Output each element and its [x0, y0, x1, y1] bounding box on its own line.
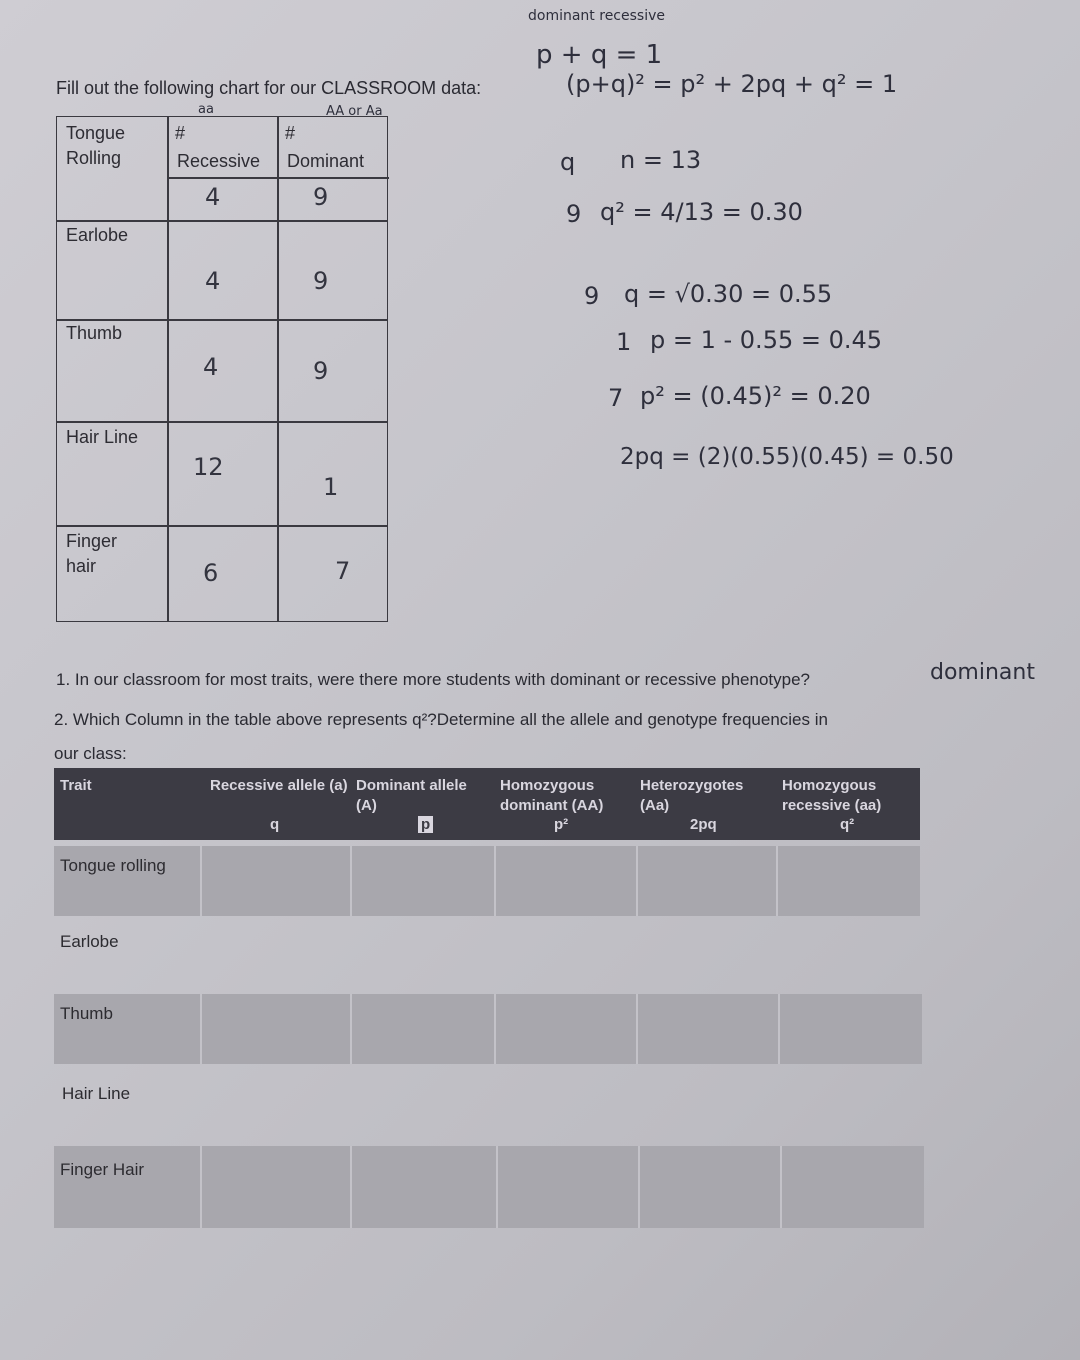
col-divider	[780, 1146, 782, 1228]
row-label-tongue-rolling: Tongue rolling	[60, 856, 166, 875]
handwritten-note-small: dominant recessive	[528, 8, 665, 24]
row-label-earlobe: Earlobe	[60, 932, 119, 951]
trait-thumb: Thumb	[66, 323, 123, 343]
col-divider	[494, 846, 496, 916]
table-row	[54, 994, 922, 1064]
symbol-2pq: 2pq	[690, 816, 717, 833]
header-trait-col: Trait	[60, 777, 92, 794]
table-divider	[167, 117, 169, 621]
table-divider	[57, 525, 387, 527]
earlobe-recessive-value: 4	[205, 267, 221, 295]
row-label-hair-line: Hair Line	[62, 1084, 131, 1103]
trait-hair-line: Hair Line	[66, 427, 139, 447]
trait-finger-hair: Finger hair	[66, 531, 118, 576]
tongue-dominant-value: 9	[313, 183, 329, 211]
symbol-p2: p²	[554, 816, 569, 833]
col-divider	[350, 846, 352, 916]
handwritten-list-c: 9	[584, 282, 600, 310]
header-recessive-hash: #	[175, 123, 186, 143]
table-row	[54, 1146, 924, 1228]
hairline-dominant-value: 1	[323, 473, 339, 501]
col-divider	[200, 994, 202, 1064]
col-divider	[776, 846, 778, 916]
thumb-dominant-value: 9	[313, 357, 329, 385]
instructions-text: Fill out the following chart for our CLASSROOM data:	[56, 78, 482, 98]
finger-dominant-value: 7	[335, 557, 351, 585]
frequency-table-header	[54, 768, 920, 840]
header-dominant-hash: #	[285, 123, 296, 143]
table-divider	[57, 220, 387, 222]
row-label-thumb: Thumb	[60, 1004, 113, 1023]
header-underline	[167, 177, 389, 179]
col-divider	[494, 994, 496, 1064]
table-row	[54, 922, 920, 992]
table-divider	[277, 117, 279, 621]
header-homozygous-recessive: Homozygous recessive (aa)	[782, 777, 882, 814]
finger-recessive-value: 6	[203, 559, 219, 587]
handwritten-equation-1: p + q = 1	[536, 40, 663, 70]
trait-earlobe: Earlobe	[66, 225, 129, 245]
handwritten-list-a: q	[560, 148, 576, 176]
table-row	[54, 846, 920, 916]
thumb-recessive-value: 4	[203, 353, 219, 381]
handwritten-calc-p2: p² = (0.45)² = 0.20	[640, 382, 871, 410]
header-heterozygotes: Heterozygotes (Aa)	[640, 777, 744, 814]
classroom-data-table	[56, 116, 388, 622]
handwritten-calc-q2: q² = 4/13 = 0.30	[600, 198, 803, 226]
question-1-answer: dominant	[930, 660, 1035, 685]
handwritten-list-e: 7	[608, 384, 624, 412]
question-1-text: 1. In our classroom for most traits, were there more students with dominant or recessive phenotype?	[56, 670, 811, 689]
header-dominant: Dominant	[287, 151, 365, 171]
row-label-finger-hair: Finger Hair	[60, 1160, 145, 1179]
header-recessive-allele: Recessive allele (a)	[210, 777, 348, 794]
handwritten-equation-2: (p+q)² = p² + 2pq + q² = 1	[566, 70, 898, 98]
col-divider	[350, 1146, 352, 1228]
table-divider	[57, 421, 387, 423]
header-dominant-allele: Dominant allele (A)	[356, 777, 467, 814]
question-2-line2: our class:	[54, 744, 127, 763]
handwritten-list-d: 1	[616, 328, 632, 356]
col-divider	[200, 846, 202, 916]
handwritten-list-b: 9	[566, 200, 582, 228]
symbol-q: q	[270, 816, 280, 833]
question-2-line1: 2. Which Column in the table above represents q²?Determine all the allele and genotype frequencies in	[54, 710, 828, 729]
col-divider	[200, 1146, 202, 1228]
symbol-p: p	[418, 816, 433, 833]
col-divider	[496, 1146, 498, 1228]
handwritten-calc-q: q = √0.30 = 0.55	[624, 280, 833, 308]
header-homozygous-dominant: Homozygous dominant (AA)	[500, 777, 604, 814]
col-divider	[636, 994, 638, 1064]
header-trait: Tongue Rolling	[66, 123, 126, 168]
handwritten-calc-p: p = 1 - 0.55 = 0.45	[650, 326, 883, 354]
handwritten-annotation-AA: AA or Aa	[326, 104, 383, 119]
col-divider	[778, 994, 780, 1064]
header-recessive: Recessive	[177, 151, 261, 171]
hairline-recessive-value: 12	[193, 453, 224, 481]
handwritten-calc-2pq: 2pq = (2)(0.55)(0.45) = 0.50	[620, 444, 954, 470]
col-divider	[638, 1146, 640, 1228]
earlobe-dominant-value: 9	[313, 267, 329, 295]
tongue-recessive-value: 4	[205, 183, 221, 211]
col-divider	[350, 994, 352, 1064]
handwritten-n: n = 13	[620, 146, 702, 174]
symbol-q2: q²	[840, 816, 855, 833]
col-divider	[636, 846, 638, 916]
table-row	[54, 1074, 922, 1144]
handwritten-annotation-aa: aa	[198, 102, 214, 117]
